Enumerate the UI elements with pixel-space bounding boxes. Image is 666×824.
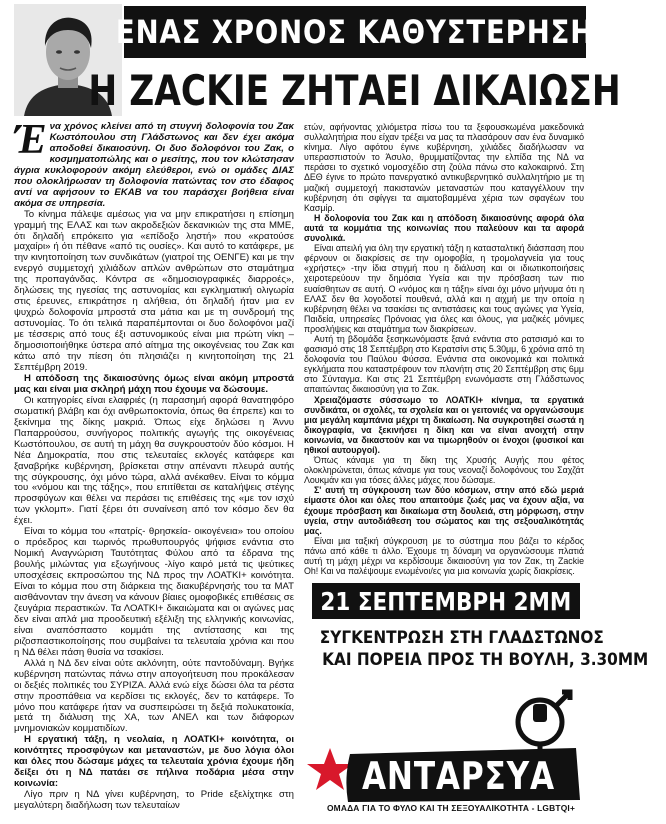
headline-line-1: ΕΝΑΣ ΧΡΟΝΟΣ ΚΑΘΥΣΤΕΡΗΣΗ bbox=[115, 13, 595, 51]
event-date: 21 ΣΕΠΤΕΜΒΡΗ 2ΜΜ bbox=[320, 586, 572, 616]
headline-line-2 bbox=[88, 62, 622, 118]
article-paragraph: Η εργατική τάξη, η νεολαία, η ΛΟΑΤΚΙ+ κοινότητα, οι κοινότητες προσφύγων και μεταναστών, με δυο λόγια όλοι και όλες που δώσαμε μάχες τα τελευταία χρόνια έχουμε ήδη δείξει ότι η ΝΔ πατάει σε πήλινα ποδάρια μέσα στην κοινωνία: bbox=[14, 734, 294, 790]
drop-cap: Έ bbox=[14, 117, 47, 163]
article-paragraph: Ένα χρόνος κλείνει από τη στυγνή δολοφονία του Ζακ Κωστόπουλου στη Γλάδστωνος και δεν έχει ακόμα αποδοθεί δικαιοσύνη. Οι δυο δολοφόνοι του Ζακ, ο κοσμηματοπώλης και ο μεσίτης, που τον κλώτσησαν άγρια κυκλοφορούν ακόμη ελεύθεροι, ενώ οι ομάδες ΔΙΑΣ που ολοκλήρωσαν τη δολοφονία πατώντας τον στο έδαφος αντί να αφήσουν το ΕΚΑΒ να του παράσχει βοήθεια είναι ακόμα σε υπηρεσία. bbox=[14, 117, 294, 209]
article-right-column bbox=[304, 122, 584, 580]
headline-banner bbox=[115, 6, 595, 58]
logo-caption: ΟΜΑΔΑ ΓΙΑ ΤΟ ΦΥΛΟ ΚΑΙ ΤΗ ΣΕΞΟΥΑΛΙΚΟΤΗΤΑ - LGBTQI+ bbox=[326, 803, 576, 813]
event-date-banner bbox=[312, 583, 580, 619]
antarsya-logo bbox=[304, 688, 588, 820]
article-paragraph: Αυτή τη βδομάδα ξεσηκωνόμαστε ξανά ενάντια στο ρατσισμό και το φασισμό στις 18 Σεπτέμβρη στο Κερατσίνι στις 5.30μμ, 6 χρόνια από τη δολοφονία του Παύλου Φύσσα. Ενάντια στα οικονομικά και πολιτικά εγκλήματα που καταστρέφουν τον πλανήτη στις 20 Σεπτέμβρη στις 6μμ στο Σύνταγμα. Και στις 21 Σεπτέμβρη ενωνόμαστε στη Γλάδστωνος απαιτώντας δικαιοσύνη για το Ζακ. bbox=[304, 333, 584, 395]
article-paragraph: Λίγο πριν η ΝΔ γίνει κυβέρνηση, το Pride εξελίχτηκε στη μεγαλύτερη διαδήλωση των τελευταίων bbox=[14, 789, 294, 812]
article-paragraph: Η απόδοση της δικαιοσύνης όμως είναι ακόμη μπροστά μας και είναι μια σκληρή μάχη που έχουμε να δώσουμε. bbox=[14, 372, 294, 395]
red-star-icon bbox=[307, 748, 353, 790]
article-paragraph: Το κίνημα πάλεψε αμέσως για να μην επικρατήσει η επίσημη γραμμή της ΕΛΑΣ και των ακροδεξιών δεκανικιών της στα ΜΜΕ, ότι δηλαδή επρόκειτο για «επίδοξο ληστή» που «κρατούσε μαχαίρι» ή ότι πέθανε «από τις ουσίες». Και αυτό το κατάφερε, με την κινητοποίηση των συνδικάτων (γιατροί της ΟΕΝΓΕ) και με την ενεργό συμμετοχή χιλιάδων απλών ανθρώπων στο σταμάτημα της προπαγάνδας. Κόντρα σε «δημοσιογραφικές διαρροές», δηλώσεις της ηγεσίας της αστυνομίας και εγκληματική ολιγωρία στις έρευνες, επικράτησε η αλήθεια, ότι δηλαδή ήταν μια εν ψυχρώ δολοφονία μπροστά στα μάτια και με τη συνδρομή της αστυνομίας. Το ότι τελικά παραπέμπονται οι δυο δολοφόνοι μαζί με τέσσερις από τους έξι αστυνομικούς είναι μια πρώτη νίκη –δημοσιοποιήθηκε ύστερα από αίτημα της οικογένειας του Ζακ και κάτω από την πίεση ότι πλησιάζει η κινητοποίηση της 21 Σεπτέμβρη 2019. bbox=[14, 208, 294, 373]
event-rally-text: ΣΥΓΚΕΝΤΡΩΣΗ ΣΤΗ ΓΛΑΔΣΤΩΝΟΣ bbox=[319, 628, 604, 648]
article-paragraph: Είναι μια ταξική σύγκρουση με το σύστημα που βάζει το κέρδος πάνω από κάθε τι άλλο. Έχουμε τη δύναμη να οργανώσουμε πλατιά αυτή τη μάχη μέχρι να κερδίσουμε δικαιοσύνη για τον Ζακ, τη Zackie Oh! Και να παλέψουμε ενωμένοι/ες για μια κοινωνία χωρίς διακρίσεις. bbox=[304, 535, 584, 577]
article-paragraph: ετών, αφήνοντας χιλιόμετρα πίσω του τα ξεφουσκωμένα μακεδονικά συλλαλητήρια που είχαν τρέξει να μας τα πλασάρουν σαν ένα δυναμικό κίνημα. Λίγο αφότου έγινε κυβέρνηση, χιλιάδες διαδήλωσαν να υπερασπιστούν το Άσυλο, θρυμματίζοντας την ελπίδα της ΝΔ να περάσει το σχετικό νομοσχέδιο στη ζούλα πάνω στο καλοκαιρινό. Στη ΔΕΘ έγινε το πρώτο πανεργατικό αντικυβερνητικό συλλαλητήριο με τη μαζική συμμετοχή πακιστανών μεταναστών που καταγγέλλουν την κυβέρνηση ότι σφίγγει τα αιματοβαμμένα χέρια των σφαγέων του Κασμίρ. bbox=[304, 122, 584, 213]
article-paragraph: Είναι το κόμμα του «πατρίς- θρησκεία- οικογένεια» του οποίου ο πρόεδρος και τωρινός πρωθυπουργός ψήφισε ενάντια στο Νομική Αναγνώριση Ταυτότητας Φύλου από τα έδρανα της βουλής μιλώντας για εξωγήινους -λίγο καιρό μετά τις ψεύτικες υποσχέσεις εκπροσώπου της ΝΔ προς την ΛΟΑΤΚΙ+ κοινότητα. Είναι το κόμμα που στη διάρκεια της διακυβέρνησής του τα ΜΑΤ αισθάνονταν την άνεση να κάνουν βίαιες ομοφοβικές επιθέσεις σε ζευγάρια περαστικών. Τα ΛΟΑΤΚΙ+ δικαιώματα και οι αγώνες μας δεν είναι απλά μια προοδευτική εξέλιξη της ελληνικής κοινωνίας, είναι αναπόσπαστο κομμάτι της αντίστασης και της ριζοσπαστικοποίησης που συμβαίνει τα τελευταία χρόνια και που η ΝΔ θέλει πάση θυσία να τσακίσει. bbox=[14, 526, 294, 658]
article-paragraph: Όπως κάναμε για τη δίκη της Χρυσής Αυγής που φέτος ολοκληρώνεται, όπως κάναμε για τους νεοναζί δολοφόνους του Σαχζάτ Λουκμάν και για τόσες άλλες μάχες που δώσαμε. bbox=[304, 455, 584, 486]
article-paragraph: Οι κατηγορίες είναι ελαφριές (η παρασημή αφορά θανατηφόρο σωματική βλάβη και όχι ανθρωποκτονία, όπως θα έπρεπε) και το ξεκίνημα της δίκης μακριά. Όπως είχε δηλώσει η Άννυ Παπαρρούσου, συνήγορος πολιτικής αγωγής της οικογένειας Κωστόπουλου, σε αυτή τη μάχη θα συγκρουστούν δύο κόσμοι. Η Νέα Δημοκρατία, που στις τελευταίες εκλογές κατάφερε και ξαναβρήκε κυβέρνηση, βρίσκεται στην απέναντι πλευρά αυτής της σύγκρουσης, όχι μόνο τώρα, αλλά ανέκαθεν. Είναι το κόμμα του «νόμου και της τάξης», που επιτίθεται σε καταλήψεις στέγης προσφύγων και θέλει να περάσει τις επιθέσεις της «με τον ισχύ των γκλομπ». Γιατί ξέρει ότι συναίνεση από τον κόσμο δεν θα έχει. bbox=[14, 394, 294, 527]
article-paragraph: Είναι απειλή για όλη την εργατική τάξη η κατασταλτική διάσπαση που φέρνουν οι διακρίσεις σε την ομοφοβία, η τρομολαγνεία για τους «χρήστες» -την ίδια στιγμή που η διάλυση και οι ιδιωτικοποιήσεις χειροτερεύουν την δημόσια Υγεία και την πρόσβαση των πιο ευαίσθητων σε αυτή. Ο «νόμος και η τάξη» είναι όχι μόνο μήνυμα ότι η ΕΛΑΣ δεν θα λογοδοτεί πουθενά, αλλά και η αιχμή με την οποία η κυβέρνηση θέλει να τσακίσει τις αντιστάσεις και τους αγώνες για Υγεία, Παιδεία, υπηρεσίες Πρόνοιας για όλες και όλους, για μαζικές μόνιμες προσλήψεις και σταμάτημα των διακρίσεων. bbox=[304, 243, 584, 334]
article-paragraph: Αλλά η ΝΔ δεν είναι ούτε ακλόνητη, ούτε παντοδύναμη. Βγήκε κυβέρνηση πατώντας πάνω στην απογοήτευση που προκάλεσαν οι δεξιές πολιτικές του ΣΥΡΙΖΑ. Αλλά ενώ είχε δώσει όλα τα ρέστα στην προσπάθεια να κερδίσει τις εκλογές, δεν το κατάφερε. Το μόνο που κατάφερε ήταν να συσπειρώσει τη δεξιά πολυκατοικία, μετά τη διάλυση της ΧΑ, των ΑΝΕΛ και των διάφορων μνημονιακών κομματιδίων. bbox=[14, 657, 294, 735]
event-march-line bbox=[304, 650, 649, 670]
event-march-text: ΚΑΙ ΠΟΡΕΙΑ ΠΡΟΣ ΤΗ ΒΟΥΛΗ, 3.30ΜΜ bbox=[322, 650, 649, 670]
event-rally-line bbox=[304, 628, 604, 648]
article-paragraph: Σ' αυτή τη σύγκρουση των δύο κόσμων, στην από εδώ μεριά είμαστε όλοι και όλες που απαιτούμε ζωές μας να έχουν αξία, να έχουμε πρόσβαση και δικαίωμα στη δουλειά, στη μόρφωση, στην υγεία, στην αυτοδιάθεση του σώματος και της σεξουαλικότητάς μας. bbox=[304, 485, 584, 536]
article-left-column bbox=[14, 117, 294, 822]
logo-wordmark: ΑΝΤΑΡΣΥΑ bbox=[362, 754, 555, 798]
article-paragraph: Χρειαζόμαστε σύσσωμο το ΛΟΑΤΚΙ+ κίνημα, τα εργατικά συνδικάτα, οι σχολές, τα σχολεία και οι γειτονιές να οργανώσουμε μια μεγάλη καμπάνια μέχρι τη δικαίωση. Να συγκροτηθεί σωστά η δικογραφία, να ξεκινήσει η δίκη και να είναι ανοιχτή στην κοινωνία, να δικαστούν και να τιμωρηθούν οι ένοχοι (φυσικοί και ηθικοί αυτουργοί). bbox=[304, 394, 584, 455]
headline-line-2-text: Η ZACKIE ΖΗΤΑΕΙ ΔΙΚΑΙΩΣΗ bbox=[88, 65, 622, 115]
article-paragraph: Η δολοφονία του Ζακ και η απόδοση δικαιοσύνης αφορά όλα αυτά τα κομμάτια της κοινωνίας που παλεύουν και τα αφορά συνολικά. bbox=[304, 212, 584, 244]
